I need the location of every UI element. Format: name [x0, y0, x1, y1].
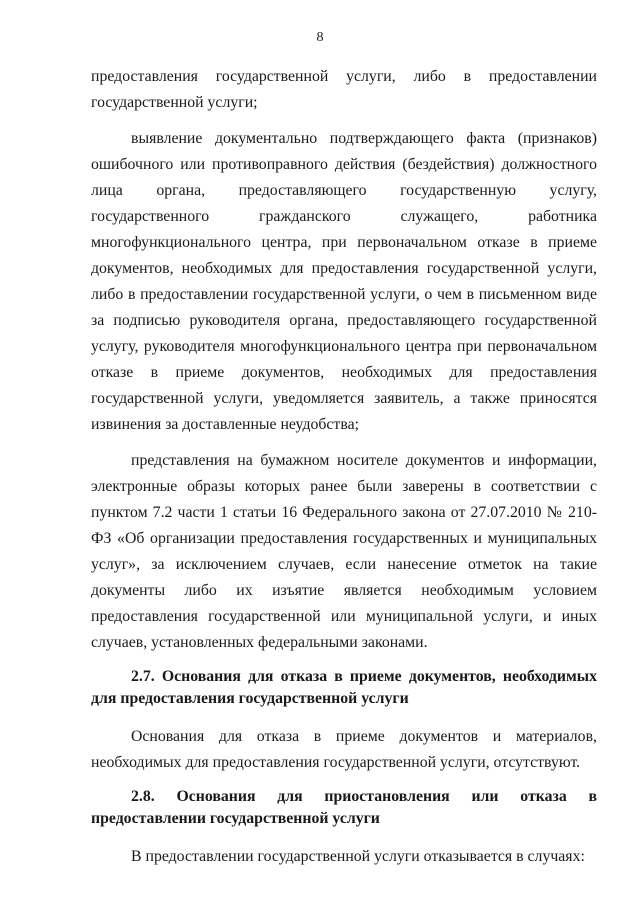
section-heading-2-7: 2.7. Основания для отказа в приеме документов, необходимых для предоставления государственной услуги: [91, 668, 597, 707]
document-body: [91, 64, 597, 870]
paragraph-paper-documents: представления на бумажном носителе документов и информации, электронные образы которых ранее были заверены в соответствии с пунктом 7.2 части 1 статьи 16 Федерального закона от 27.07.2010 № 210-ФЗ «Об организации предоставления государственных и муниципальных услуг», за исключением случаев, если нанесение отметок на такие документы либо их изъятие является необходимым условием предоставления государственной или муниципальной услуги, и иных случаев, установленных федеральными законами.: [91, 452, 597, 651]
paragraph-identification: выявление документально подтверждающего факта (признаков) ошибочного или противоправного действия (бездействия) должностного лица органа, предоставляющего государственную услугу, государственного гражданского служащего, работника многофункционального центра, при первоначальном отказе в приеме документов, необходимых для предоставления государственной услуги, либо в предоставлении государственной услуги, о чем в письменном виде за подписью руководителя органа, предоставляющего государственной услугу, руководителя многофункционального центра при первоначальном отказе в приеме документов, необходимых для предоставления государственной услуги, уведомляется заявитель, а также приносятся извинения за доставленные неудобства;: [91, 130, 597, 433]
section-heading-2-8: 2.8. Основания для приостановления или отказа в предоставлении государственной услуги: [91, 788, 597, 827]
paragraph-continuation: предоставления государственной услуги, либо в предоставлении государственной услуги;: [91, 68, 597, 111]
paragraph-grounds-none: Основания для отказа в приеме документов и материалов, необходимых для предоставления государственной услуги, отсутствуют.: [91, 728, 597, 771]
page-number: 8: [316, 30, 324, 45]
paragraph-refusal-cases: В предоставлении государственной услуги отказывается в случаях:: [131, 848, 585, 865]
